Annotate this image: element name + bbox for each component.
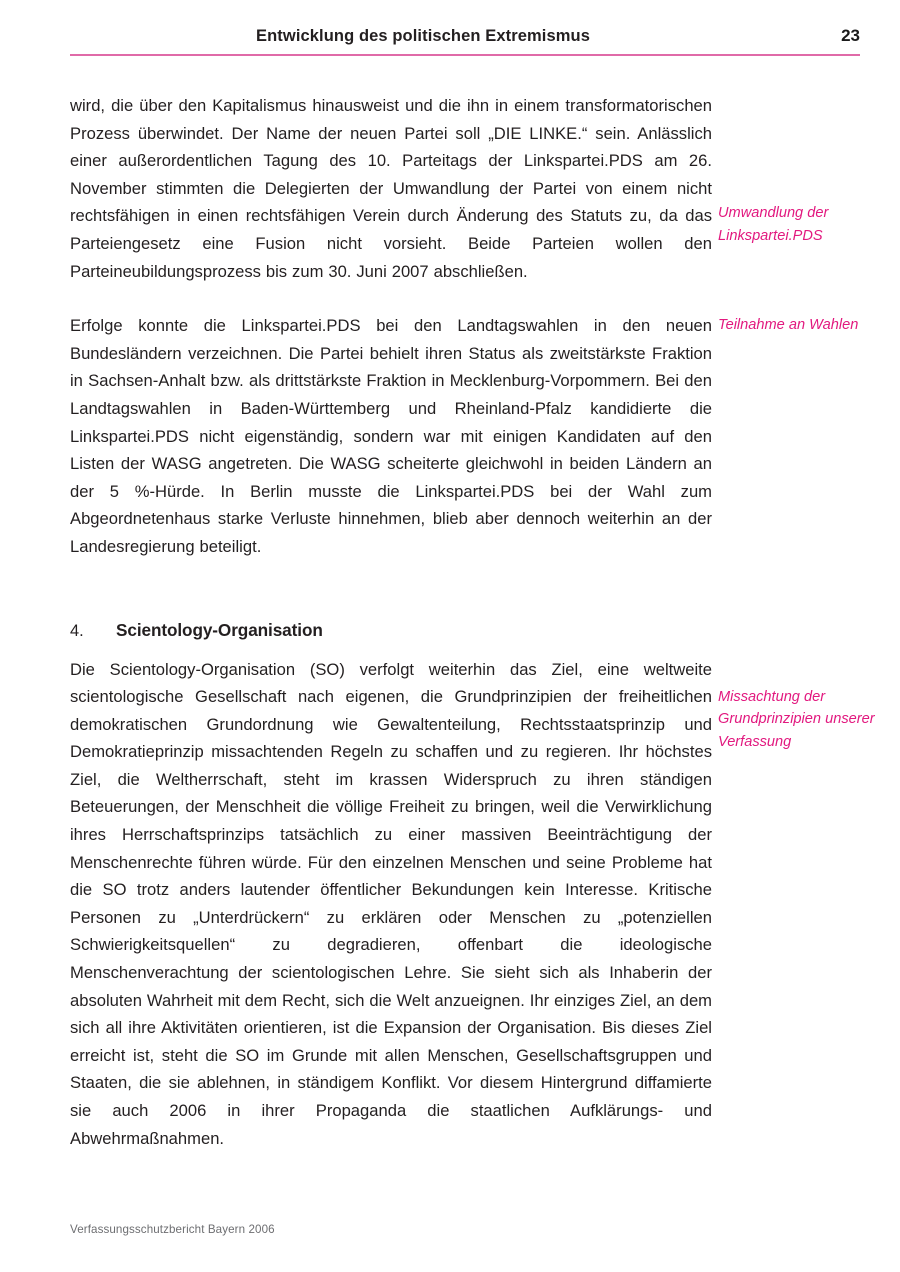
content-block-paragraph-1	[70, 92, 860, 285]
content-block-paragraph-3	[70, 656, 875, 1153]
text-column	[70, 656, 712, 1153]
page-header-title: Entwicklung des politischen Extremismus	[256, 27, 590, 45]
section-title: Scientology-Organisation	[116, 619, 323, 640]
section-spacer-after	[70, 641, 860, 656]
section-spacer-before	[70, 561, 860, 620]
text-column	[70, 92, 712, 285]
margin-note-umwandlung-linkspartei: Umwandlung der Linkspartei.PDS	[718, 205, 829, 244]
section-number: 4.	[70, 621, 84, 640]
page-footer: Verfassungsschutzbericht Bayern 2006	[70, 1223, 275, 1236]
body-paragraph-1: wird, die über den Kapitalismus hinausweist und die ihn in einem transformatorischen Prozess überwindet. Der Name der neuen Partei soll „DIE LINKE.“ sein. Anlässlich einer außerordentlichen Tagung des 10. Parteitags der Linkspartei.PDS am 26. November stimmten die Delegierten der Umwandlung der Partei von einem nicht rechtsfähigen in einen rechtsfähigen Verein durch Änderung des Statuts zu, da das Parteiengesetz eine Fusion nicht vorsieht. Beide Parteien wollen den Parteineubildungsprozess bis zum 30. Juni 2007 abschließen.	[70, 96, 712, 281]
text-column	[70, 312, 712, 560]
body-paragraph-3: Die Scientology-Organisation (SO) verfolgt weiterhin das Ziel, eine weltweite scientologische Gesellschaft nach eigenen, die Grundprinzipien der freiheitlichen demokratischen Grundordnung wie Gewaltenteilung, Rechtsstaatsprinzip und Demokratieprinzip missachtenden Regeln zu schaffen und zu regieren. Ihr höchstes Ziel, die Weltherrschaft, steht im krassen Widerspruch zu ihren ständigen Beteuerungen, der Menschheit die völlige Freiheit zu bringen, weil die Verwirklichung ihres Herrschaftsprinzips tatsächlich zu einer massiven Beeinträchtigung der Menschenrechte führen würde. Für den einzelnen Menschen und seine Probleme hat die SO trotz anders lautender öffentlicher Bekundungen kein Interesse. Kritische Personen zu „Unterdrückern“ zu erklären oder Menschen zu „potenziellen Schwierigkeitsquellen“ zu degradieren, offenbart die ideologische Menschenverachtung der scientologischen Lehre. Sie sieht sich als Inhaberin der absoluten Wahrheit mit dem Recht, sich die Welt anzueignen. Ihr einziges Ziel, an dem sich all ihre Aktivitäten orientieren, ist die Expansion der Organisation. Bis dieses Ziel erreicht ist, steht die SO im Grunde mit allen Menschen, Gesellschaftsgruppen und Staaten, die sie ablehnen, in ständigem Konflikt. Vor diesem Hintergrund diffamierte sie auch 2006 in ihrer Propaganda die staatlichen Aufklärungs- und Abwehrmaßnahmen.	[70, 659, 712, 1148]
section-heading	[70, 620, 860, 641]
body-paragraph-2: Erfolge konnte die Linkspartei.PDS bei den Landtagswahlen in den neuen Bundesländern verzeichnen. Die Partei behielt ihren Status als zweitstärkste Fraktion in Sachsen-Anhalt bzw. als drittstärkste Fraktion in Mecklenburg-Vorpommern. Bei den Landtagswahlen in Baden-Württemberg und Rheinland-Pfalz kandidierte die Linkspartei.PDS nicht eigenständig, sondern war mit einigen Kandidaten auf den Listen der WASG angetreten. Die WASG scheiterte gleichwohl in beiden Ländern an der 5 %-Hürde. In Berlin musste die Linkspartei.PDS bei der Wahl zum Abgeordnetenhaus starke Verluste hinnehmen, blieb aber dennoch weiterhin an der Landesregierung beteiligt.	[70, 316, 712, 556]
paragraph-spacer	[70, 285, 860, 312]
margin-note-missachtung-grundprinzipien: Missachtung der Grundprinzipien unserer Verfassung	[718, 688, 875, 750]
header-divider-rule	[70, 54, 860, 56]
page-content	[70, 92, 875, 1152]
content-block-paragraph-2	[70, 312, 860, 560]
margin-note-teilnahme-an-wahlen: Teilnahme an Wahlen	[718, 317, 859, 334]
page-number: 23	[841, 26, 860, 45]
